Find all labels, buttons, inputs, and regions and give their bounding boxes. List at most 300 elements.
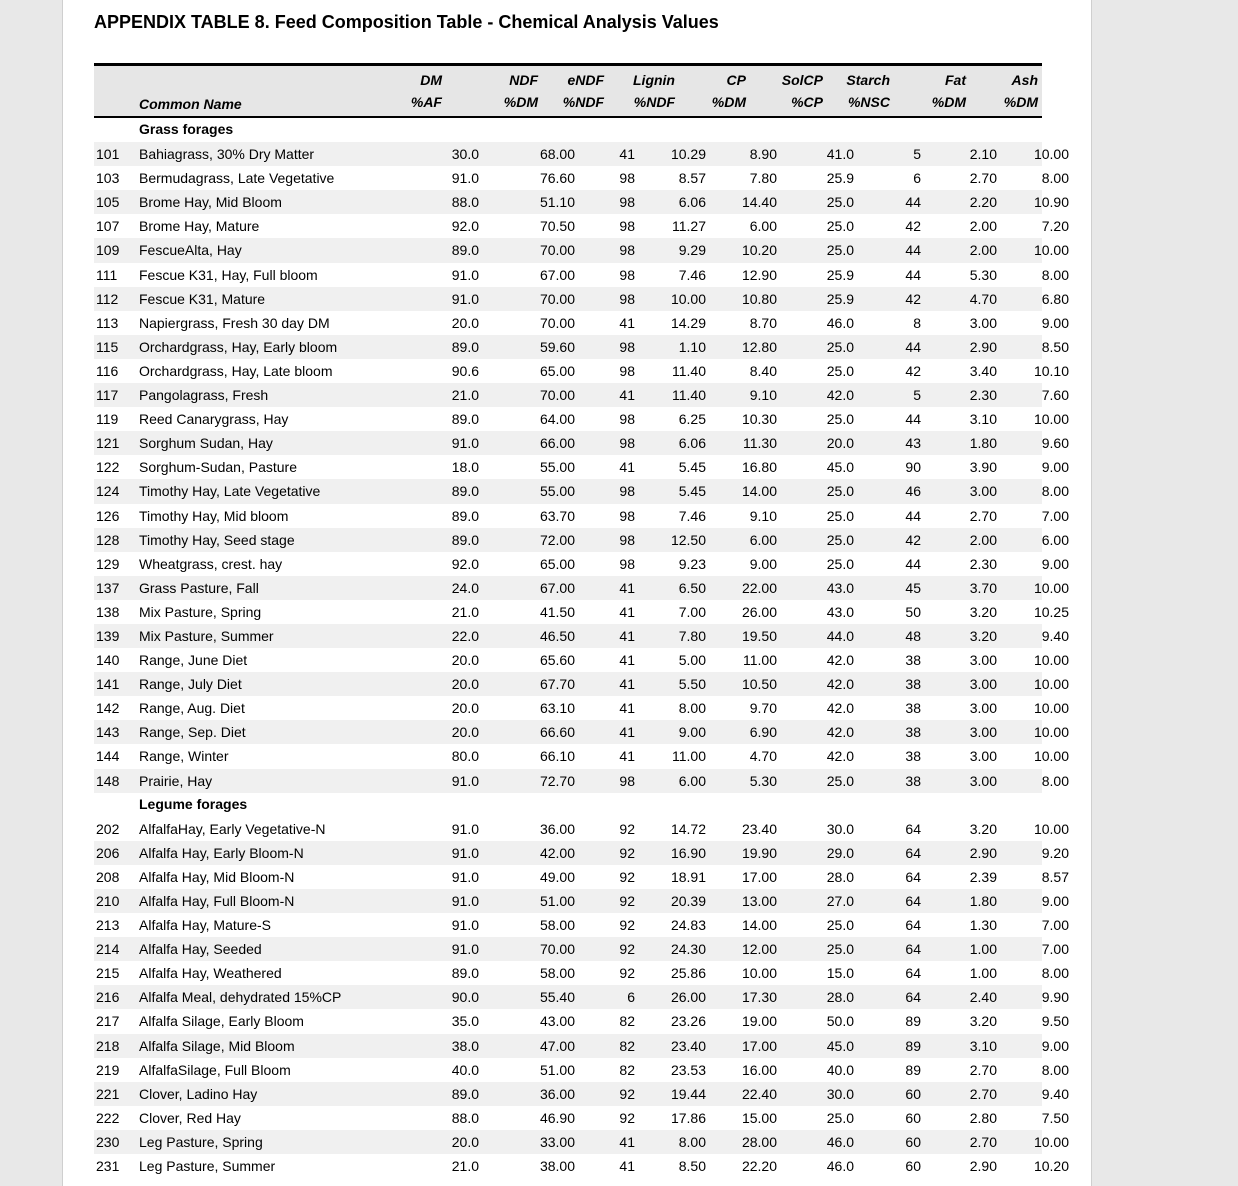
cell-fat: 2.70 xyxy=(969,507,997,524)
cell-lignin: 11.00 xyxy=(672,748,706,765)
cell-fat: 3.00 xyxy=(969,314,997,331)
cell-lignin: 12.50 xyxy=(670,531,706,548)
cell-fat: 2.70 xyxy=(969,170,997,187)
cell-ndf: 76.60 xyxy=(539,170,575,187)
cell-ndf: 68.00 xyxy=(539,146,575,163)
cell-solcp: 50.0 xyxy=(826,1013,854,1030)
cell-starch: 44 xyxy=(905,411,921,428)
header-label: CP xyxy=(726,72,746,88)
document-page xyxy=(62,0,1092,1186)
cell-starch: 44 xyxy=(905,266,921,283)
cell-ndf: 70.00 xyxy=(539,387,575,404)
row-id: 148 xyxy=(96,772,120,789)
row-id: 214 xyxy=(96,941,120,958)
cell-solcp: 41.0 xyxy=(826,146,854,163)
cell-ndf: 65.60 xyxy=(539,652,575,669)
table-row xyxy=(94,624,1069,648)
cell-solcp: 25.0 xyxy=(826,194,854,211)
cell-ndf: 66.60 xyxy=(539,724,575,741)
cell-starch: 50 xyxy=(905,603,921,620)
cell-lignin: 11.40 xyxy=(672,362,706,379)
row-id: 143 xyxy=(96,724,120,741)
cell-starch: 42 xyxy=(905,531,921,548)
table-row xyxy=(94,287,1069,311)
cell-ash: 9.20 xyxy=(1041,844,1069,861)
cell-endf: 92 xyxy=(619,844,635,861)
table-row xyxy=(94,576,1069,600)
table-row xyxy=(94,720,1069,744)
cell-cp: 7.80 xyxy=(749,170,777,187)
cell-lignin: 25.86 xyxy=(670,965,706,982)
cell-starch: 64 xyxy=(905,893,921,909)
cell-ndf: 65.00 xyxy=(539,362,575,379)
cell-ash: 8.00 xyxy=(1041,266,1069,283)
cell-cp: 13.00 xyxy=(741,893,777,909)
cell-dm: 18.0 xyxy=(451,459,479,476)
header-unit: %CP xyxy=(791,94,823,110)
row-id: 107 xyxy=(96,218,120,235)
cell-lignin: 11.27 xyxy=(672,218,706,235)
cell-ash: 10.25 xyxy=(1033,603,1069,620)
cell-dm: 91.0 xyxy=(451,844,479,861)
row-name: AlfalfaSilage, Full Bloom xyxy=(139,1061,291,1078)
cell-lignin: 7.80 xyxy=(678,627,706,644)
table-row xyxy=(94,1154,1069,1178)
cell-starch: 64 xyxy=(905,941,921,958)
cell-starch: 48 xyxy=(905,627,921,644)
header-label: eNDF xyxy=(567,72,604,88)
cell-fat: 3.00 xyxy=(969,772,997,789)
row-name: Bahiagrass, 30% Dry Matter xyxy=(139,146,315,163)
cell-fat: 5.30 xyxy=(969,266,997,283)
cell-dm: 88.0 xyxy=(451,194,479,211)
row-name: Alfalfa Hay, Seeded xyxy=(139,941,262,958)
section-header xyxy=(94,793,1042,817)
cell-starch: 42 xyxy=(905,290,921,307)
row-id: 129 xyxy=(96,555,120,572)
row-name: Timothy Hay, Late Vegetative xyxy=(139,483,321,500)
cell-dm: 22.0 xyxy=(451,627,479,644)
cell-ndf: 67.70 xyxy=(539,676,575,693)
cell-ndf: 38.00 xyxy=(539,1158,575,1175)
cell-dm: 91.0 xyxy=(451,772,479,789)
cell-solcp: 46.0 xyxy=(826,1158,854,1175)
cell-cp: 6.00 xyxy=(749,218,777,235)
cell-dm: 91.0 xyxy=(451,170,479,187)
cell-solcp: 25.0 xyxy=(826,917,854,934)
section-label: Grass forages xyxy=(139,121,234,137)
row-name: Alfalfa Hay, Mature-S xyxy=(139,917,272,934)
cell-fat: 3.00 xyxy=(969,700,997,717)
cell-fat: 1.30 xyxy=(969,917,997,934)
cell-starch: 60 xyxy=(905,1109,921,1126)
cell-cp: 26.00 xyxy=(741,603,777,620)
row-id: 230 xyxy=(96,1133,120,1150)
cell-cp: 6.90 xyxy=(749,724,777,741)
cell-endf: 41 xyxy=(619,579,635,596)
cell-endf: 41 xyxy=(619,1133,635,1150)
cell-ndf: 65.00 xyxy=(539,555,575,572)
cell-fat: 2.10 xyxy=(969,146,997,163)
table-row xyxy=(94,431,1069,455)
cell-lignin: 18.91 xyxy=(670,868,706,885)
cell-dm: 91.0 xyxy=(451,893,479,909)
table-row xyxy=(94,359,1069,383)
feed-composition-table xyxy=(94,63,1069,1178)
cell-dm: 24.0 xyxy=(451,579,479,596)
cell-cp: 22.40 xyxy=(741,1085,777,1102)
row-name: Alfalfa Hay, Mid Bloom-N xyxy=(139,868,295,885)
cell-dm: 89.0 xyxy=(451,507,479,524)
cell-ash: 6.80 xyxy=(1041,290,1069,307)
cell-cp: 16.80 xyxy=(741,459,777,476)
cell-ndf: 41.50 xyxy=(539,603,575,620)
cell-endf: 41 xyxy=(619,314,635,331)
cell-ash: 8.00 xyxy=(1041,170,1069,187)
cell-cp: 9.10 xyxy=(749,507,777,524)
cell-starch: 38 xyxy=(905,676,921,693)
cell-lignin: 6.25 xyxy=(678,411,706,428)
table-row xyxy=(94,985,1069,1009)
row-name: Alfalfa Meal, dehydrated 15%CP xyxy=(139,989,342,1006)
row-id: 140 xyxy=(96,652,120,669)
cell-endf: 41 xyxy=(619,700,635,717)
header-unit: %DM xyxy=(1003,94,1038,110)
cell-ash: 9.00 xyxy=(1041,555,1069,572)
row-name: Alfalfa Hay, Early Bloom-N xyxy=(139,844,304,861)
table-row xyxy=(94,648,1069,672)
row-name: AlfalfaHay, Early Vegetative-N xyxy=(139,820,326,837)
cell-ndf: 63.10 xyxy=(539,700,575,717)
cell-lignin: 16.90 xyxy=(670,844,706,861)
cell-ash: 10.00 xyxy=(1033,146,1069,163)
cell-endf: 92 xyxy=(619,941,635,958)
cell-cp: 22.00 xyxy=(741,579,777,596)
table-row xyxy=(94,190,1069,214)
cell-ash: 9.40 xyxy=(1041,1085,1069,1102)
row-name: Mix Pasture, Summer xyxy=(139,627,274,644)
cell-ash: 9.60 xyxy=(1041,435,1069,452)
cell-solcp: 25.0 xyxy=(826,772,854,789)
cell-ash: 7.00 xyxy=(1041,941,1069,958)
cell-lignin: 5.50 xyxy=(678,676,706,693)
cell-dm: 20.0 xyxy=(451,652,479,669)
cell-dm: 20.0 xyxy=(451,700,479,717)
row-id: 121 xyxy=(96,435,120,452)
cell-fat: 2.80 xyxy=(969,1109,997,1126)
cell-fat: 2.70 xyxy=(969,1133,997,1150)
cell-fat: 3.00 xyxy=(969,483,997,500)
header-unit: %DM xyxy=(711,94,746,110)
cell-ash: 10.00 xyxy=(1033,652,1069,669)
cell-lignin: 6.06 xyxy=(678,194,706,211)
header-label: Fat xyxy=(945,72,966,88)
cell-dm: 91.0 xyxy=(451,266,479,283)
cell-ndf: 33.00 xyxy=(539,1133,575,1150)
cell-cp: 10.00 xyxy=(741,965,777,982)
cell-ash: 10.00 xyxy=(1033,411,1069,428)
header-label: DM xyxy=(420,72,442,88)
cell-starch: 46 xyxy=(905,483,921,500)
cell-solcp: 42.0 xyxy=(826,700,854,717)
cell-starch: 90 xyxy=(905,459,921,476)
cell-endf: 41 xyxy=(619,627,635,644)
table-row xyxy=(94,937,1069,961)
row-name: Bermudagrass, Late Vegetative xyxy=(139,170,335,187)
cell-endf: 98 xyxy=(619,338,635,355)
header-unit: %AF xyxy=(410,94,442,110)
cell-cp: 10.30 xyxy=(741,411,777,428)
cell-solcp: 25.0 xyxy=(826,941,854,958)
cell-starch: 44 xyxy=(905,242,921,259)
cell-ash: 10.00 xyxy=(1033,242,1069,259)
cell-starch: 64 xyxy=(905,989,921,1006)
cell-starch: 38 xyxy=(905,748,921,765)
table-row xyxy=(94,1130,1069,1154)
cell-solcp: 25.9 xyxy=(826,170,854,187)
row-id: 222 xyxy=(96,1109,120,1126)
cell-cp: 17.00 xyxy=(741,868,777,885)
row-id: 210 xyxy=(96,893,120,909)
cell-lignin: 11.40 xyxy=(672,387,706,404)
cell-ndf: 70.00 xyxy=(539,290,575,307)
cell-ndf: 64.00 xyxy=(539,411,575,428)
section-label: Legume forages xyxy=(139,795,248,812)
cell-ash: 10.10 xyxy=(1033,362,1069,379)
cell-lignin: 7.46 xyxy=(678,266,706,283)
cell-fat: 1.00 xyxy=(969,941,997,958)
cell-ndf: 59.60 xyxy=(539,338,575,355)
row-id: 142 xyxy=(96,700,120,717)
cell-ash: 9.50 xyxy=(1041,1013,1069,1030)
cell-solcp: 42.0 xyxy=(826,724,854,741)
cell-lignin: 19.44 xyxy=(670,1085,706,1102)
row-id: 213 xyxy=(96,917,120,934)
cell-ndf: 43.00 xyxy=(539,1013,575,1030)
cell-endf: 41 xyxy=(619,603,635,620)
cell-starch: 6 xyxy=(913,170,921,187)
table-row xyxy=(94,600,1069,624)
table-row xyxy=(94,961,1069,985)
cell-cp: 10.80 xyxy=(741,290,777,307)
cell-solcp: 25.0 xyxy=(826,531,854,548)
cell-cp: 9.10 xyxy=(749,387,777,404)
cell-endf: 98 xyxy=(619,483,635,500)
cell-cp: 19.00 xyxy=(741,1013,777,1030)
cell-endf: 41 xyxy=(619,748,635,765)
cell-endf: 98 xyxy=(619,290,635,307)
row-name: Orchardgrass, Hay, Late bloom xyxy=(139,362,333,379)
cell-solcp: 42.0 xyxy=(826,387,854,404)
cell-cp: 16.00 xyxy=(741,1061,777,1078)
cell-cp: 28.00 xyxy=(741,1133,777,1150)
cell-fat: 3.40 xyxy=(969,362,997,379)
cell-dm: 35.0 xyxy=(451,1013,479,1030)
cell-solcp: 45.0 xyxy=(826,1037,854,1054)
cell-endf: 98 xyxy=(619,555,635,572)
cell-solcp: 28.0 xyxy=(826,989,854,1006)
cell-endf: 41 xyxy=(619,676,635,693)
cell-solcp: 25.0 xyxy=(826,507,854,524)
header-label: Ash xyxy=(1011,72,1038,88)
cell-starch: 44 xyxy=(905,338,921,355)
cell-endf: 98 xyxy=(619,435,635,452)
cell-cp: 11.30 xyxy=(743,435,777,452)
cell-cp: 6.00 xyxy=(749,531,777,548)
cell-dm: 89.0 xyxy=(451,411,479,428)
cell-lignin: 9.23 xyxy=(678,555,706,572)
cell-dm: 20.0 xyxy=(451,724,479,741)
cell-lignin: 6.50 xyxy=(678,579,706,596)
table-row xyxy=(94,142,1069,166)
header-label: Lignin xyxy=(633,72,675,88)
cell-fat: 3.20 xyxy=(969,627,997,644)
header-unit: %NDF xyxy=(562,94,604,110)
table-row xyxy=(94,696,1069,720)
cell-lignin: 23.40 xyxy=(670,1037,706,1054)
cell-solcp: 25.0 xyxy=(826,411,854,428)
row-name: Timothy Hay, Seed stage xyxy=(139,531,295,548)
table-row xyxy=(94,913,1069,937)
row-name: Clover, Ladino Hay xyxy=(139,1085,258,1102)
cell-dm: 20.0 xyxy=(451,1133,479,1150)
row-name: Napiergrass, Fresh 30 day DM xyxy=(139,314,330,331)
cell-lignin: 5.00 xyxy=(678,652,706,669)
cell-fat: 2.90 xyxy=(969,1158,997,1175)
cell-lignin: 23.53 xyxy=(670,1061,706,1078)
row-name: Range, July Diet xyxy=(139,676,242,693)
cell-endf: 98 xyxy=(619,411,635,428)
cell-ash: 10.90 xyxy=(1033,194,1069,211)
cell-dm: 89.0 xyxy=(451,338,479,355)
cell-cp: 19.90 xyxy=(741,844,777,861)
cell-endf: 92 xyxy=(619,1085,635,1102)
cell-lignin: 24.30 xyxy=(670,941,706,958)
cell-fat: 2.70 xyxy=(969,1061,997,1078)
cell-fat: 3.10 xyxy=(969,1037,997,1054)
row-id: 113 xyxy=(96,314,119,331)
cell-fat: 1.80 xyxy=(969,435,997,452)
cell-cp: 17.30 xyxy=(741,989,777,1006)
cell-starch: 45 xyxy=(905,579,921,596)
row-id: 231 xyxy=(96,1158,120,1175)
cell-starch: 64 xyxy=(905,844,921,861)
cell-cp: 17.00 xyxy=(741,1037,777,1054)
cell-ash: 10.00 xyxy=(1033,700,1069,717)
row-name: Prairie, Hay xyxy=(139,772,213,789)
cell-ash: 7.20 xyxy=(1041,218,1069,235)
cell-lignin: 20.39 xyxy=(670,893,706,909)
cell-cp: 8.40 xyxy=(749,362,777,379)
cell-lignin: 8.00 xyxy=(678,700,706,717)
cell-ash: 10.00 xyxy=(1033,724,1069,741)
cell-ndf: 66.10 xyxy=(539,748,575,765)
section-header xyxy=(94,118,1042,142)
cell-fat: 3.70 xyxy=(969,579,997,596)
cell-cp: 14.00 xyxy=(741,917,777,934)
cell-fat: 2.30 xyxy=(969,555,997,572)
cell-dm: 89.0 xyxy=(451,1085,479,1102)
cell-lignin: 10.29 xyxy=(670,146,706,163)
row-name: Alfalfa Hay, Full Bloom-N xyxy=(139,893,295,909)
cell-fat: 3.10 xyxy=(969,411,997,428)
cell-solcp: 42.0 xyxy=(826,748,854,765)
cell-dm: 21.0 xyxy=(451,387,479,404)
cell-ndf: 47.00 xyxy=(539,1037,575,1054)
cell-starch: 38 xyxy=(905,652,921,669)
cell-endf: 98 xyxy=(619,170,635,187)
cell-solcp: 45.0 xyxy=(826,459,854,476)
cell-lignin: 17.86 xyxy=(670,1109,706,1126)
cell-endf: 41 xyxy=(619,1158,635,1175)
cell-endf: 41 xyxy=(619,146,635,163)
cell-dm: 91.0 xyxy=(451,941,479,958)
cell-solcp: 25.0 xyxy=(826,1109,854,1126)
cell-dm: 89.0 xyxy=(451,965,479,982)
cell-ndf: 72.70 xyxy=(539,772,575,789)
cell-starch: 64 xyxy=(905,820,921,837)
cell-dm: 20.0 xyxy=(451,676,479,693)
cell-endf: 6 xyxy=(627,989,635,1006)
cell-lignin: 9.00 xyxy=(678,724,706,741)
cell-fat: 3.20 xyxy=(969,1013,997,1030)
row-id: 217 xyxy=(96,1013,120,1030)
cell-endf: 98 xyxy=(619,266,635,283)
table-row xyxy=(94,383,1069,407)
cell-ndf: 63.70 xyxy=(539,507,575,524)
cell-ash: 6.00 xyxy=(1041,531,1069,548)
row-id: 126 xyxy=(96,507,120,524)
cell-starch: 5 xyxy=(913,146,921,163)
cell-ash: 10.00 xyxy=(1033,1133,1069,1150)
cell-ndf: 36.00 xyxy=(539,1085,575,1102)
cell-cp: 8.90 xyxy=(749,146,777,163)
table-row xyxy=(94,865,1069,889)
cell-lignin: 14.72 xyxy=(670,820,706,837)
cell-lignin: 26.00 xyxy=(670,989,706,1006)
cell-ndf: 70.50 xyxy=(539,218,575,235)
cell-lignin: 14.29 xyxy=(670,314,706,331)
cell-ash: 9.90 xyxy=(1041,989,1069,1006)
cell-dm: 89.0 xyxy=(451,483,479,500)
row-name: Reed Canarygrass, Hay xyxy=(139,411,289,428)
cell-solcp: 27.0 xyxy=(826,893,854,909)
row-id: 221 xyxy=(96,1085,120,1102)
table-row xyxy=(94,841,1069,865)
cell-solcp: 44.0 xyxy=(826,627,854,644)
table-row xyxy=(94,1106,1069,1130)
cell-starch: 64 xyxy=(905,868,921,885)
cell-starch: 89 xyxy=(905,1061,921,1078)
table-row xyxy=(94,1034,1069,1058)
cell-ash: 8.50 xyxy=(1041,338,1069,355)
cell-dm: 91.0 xyxy=(451,290,479,307)
cell-dm: 88.0 xyxy=(451,1109,479,1126)
cell-endf: 92 xyxy=(619,917,635,934)
cell-solcp: 28.0 xyxy=(826,868,854,885)
cell-ndf: 67.00 xyxy=(539,579,575,596)
cell-dm: 91.0 xyxy=(451,868,479,885)
cell-ndf: 70.00 xyxy=(539,314,575,331)
cell-fat: 2.39 xyxy=(969,868,997,885)
cell-cp: 23.40 xyxy=(741,820,777,837)
cell-solcp: 46.0 xyxy=(826,1133,854,1150)
cell-cp: 5.30 xyxy=(749,772,777,789)
cell-fat: 3.00 xyxy=(969,652,997,669)
cell-solcp: 25.0 xyxy=(826,362,854,379)
header-col-ash xyxy=(94,66,1038,116)
cell-lignin: 10.00 xyxy=(670,290,706,307)
